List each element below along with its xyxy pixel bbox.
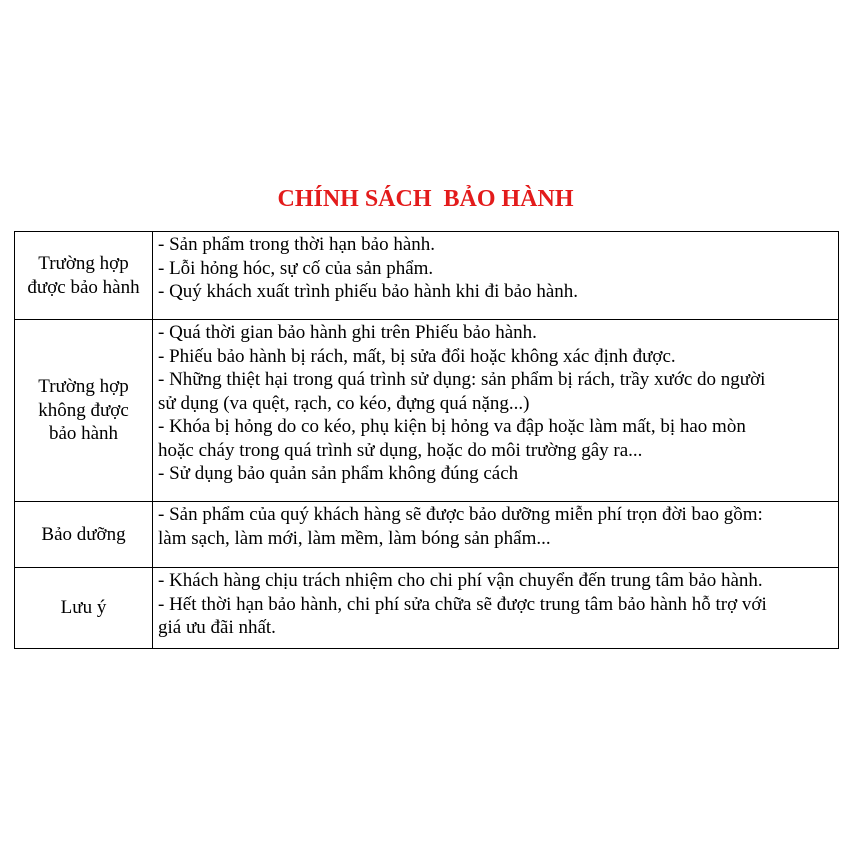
content-line: - Khách hàng chịu trách nhiệm cho chi phí vận chuyển đến trung tâm bảo hành. xyxy=(158,570,763,591)
row-label-notes xyxy=(15,568,153,649)
content-line: - Quý khách xuất trình phiếu bảo hành khi đi bảo hành. xyxy=(158,281,579,302)
warranty-policy-table xyxy=(14,231,839,649)
row-label-line: Bảo dưỡng xyxy=(41,523,126,545)
row-label-line: Trường hợp xyxy=(38,376,129,398)
table-row-not-covered xyxy=(15,320,839,502)
row-content-notes xyxy=(153,568,839,649)
content-line: - Hết thời hạn bảo hành, chi phí sửa chữa sẽ được trung tâm bảo hành hỗ trợ với xyxy=(158,593,767,615)
content-line: - Quá thời gian bảo hành ghi trên Phiếu bảo hành. xyxy=(158,322,537,343)
content-line: làm sạch, làm mới, làm mềm, làm bóng sản phẩm... xyxy=(158,527,551,549)
content-line: - Sử dụng bảo quản sản phẩm không đúng cách xyxy=(158,463,519,484)
row-label-line: Trường hợp xyxy=(38,253,129,274)
row-label-covered xyxy=(15,232,153,320)
row-label-line: bảo hành xyxy=(48,423,119,445)
content-line: - Sản phẩm trong thời hạn bảo hành. xyxy=(158,234,436,255)
row-label-line: được bảo hành xyxy=(27,276,140,298)
content-line: - Lỗi hỏng hóc, sự cố của sản phẩm. xyxy=(158,257,434,279)
row-label-not-covered xyxy=(15,320,153,502)
row-content-not-covered xyxy=(153,320,839,502)
table-row-notes xyxy=(15,568,839,649)
row-content-covered xyxy=(153,232,839,320)
content-line: sử dụng (va quệt, rạch, co kéo, đựng quá nặng...) xyxy=(158,392,530,414)
content-line: - Sản phẩm của quý khách hàng sẽ được bảo dưỡng miễn phí trọn đời bao gồm: xyxy=(158,504,763,525)
row-label-line: Lưu ý xyxy=(60,597,107,619)
content-line: - Phiếu bảo hành bị rách, mất, bị sửa đổi hoặc không xác định được. xyxy=(158,345,676,367)
row-label-maintenance xyxy=(15,502,153,568)
content-line: giá ưu đãi nhất. xyxy=(158,617,276,638)
table-row-covered xyxy=(15,232,839,320)
row-content-maintenance xyxy=(153,502,839,568)
content-line: - Những thiệt hại trong quá trình sử dụng: sản phẩm bị rách, trầy xước do người xyxy=(158,369,766,390)
row-label-line: không được xyxy=(38,399,129,421)
table-row-maintenance xyxy=(15,502,839,568)
content-line: hoặc cháy trong quá trình sử dụng, hoặc do môi trường gây ra... xyxy=(158,439,643,461)
page-title: CHÍNH SÁCH BẢO HÀNH xyxy=(277,186,574,212)
content-line: - Khóa bị hỏng do co kéo, phụ kiện bị hỏng va đập hoặc làm mất, bị hao mòn xyxy=(158,416,746,437)
